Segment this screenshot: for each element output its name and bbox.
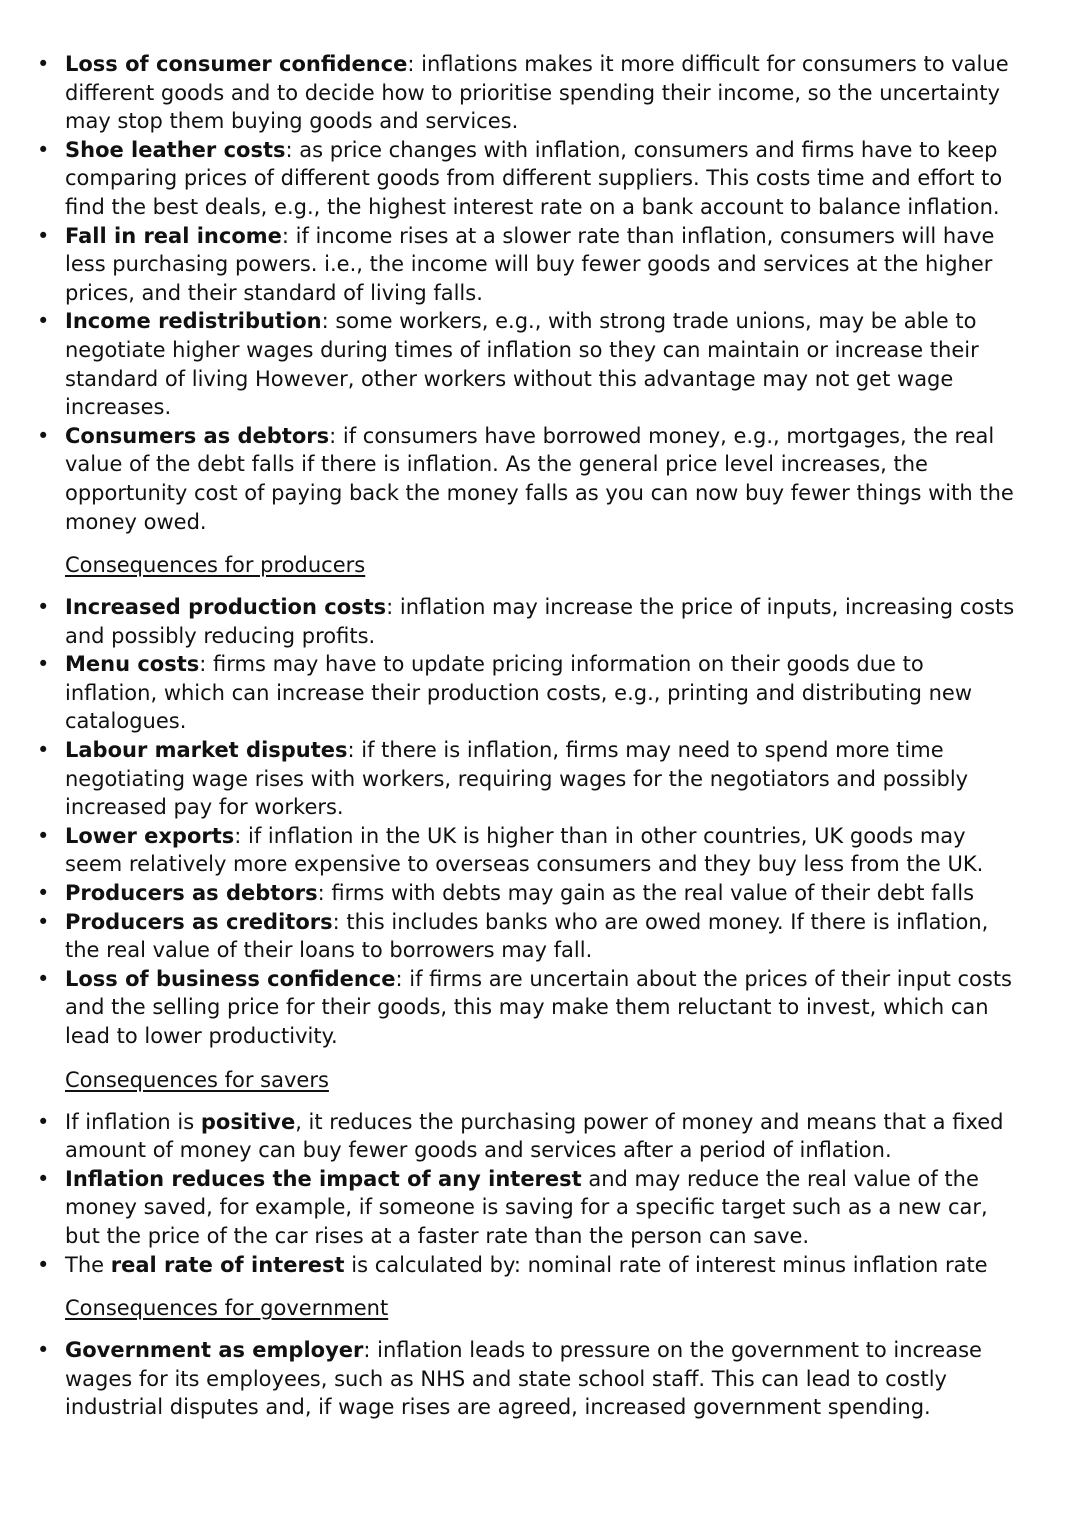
bullet-text: : this includes banks who are owed money. If there is inflation, the real value of their loans to borrowers may fall. <box>65 909 989 963</box>
bullet-text: , it reduces the purchasing power of money and means that a fixed amount of money can buy fewer goods and services after a period of inflation. <box>65 1109 1004 1163</box>
bullet-term: real rate of interest <box>110 1252 345 1277</box>
bullet-text: : as price changes with inflation, consumers and firms have to keep comparing prices of different goods from different suppliers. This costs time and effort to find the best deals, e.g., the highest interest rate on a bank account to balance inflation. <box>65 137 1003 219</box>
bullet-term: Consumers as debtors <box>65 423 330 448</box>
bullet-term: Inflation reduces the impact of any interest <box>65 1166 582 1191</box>
list-item <box>65 965 1020 1051</box>
bullet-term: Shoe leather costs <box>65 137 286 162</box>
bullet-term: Fall in real income <box>65 223 282 248</box>
bullet-term: Producers as creditors <box>65 909 333 934</box>
producer-consequences-list <box>0 593 1020 1051</box>
bullet-term: Increased production costs <box>65 595 387 620</box>
bullet-text: : firms with debts may gain as the real value of their debt falls <box>317 881 975 906</box>
bullet-text-pre: The <box>65 1252 111 1277</box>
consumer-consequences-list <box>0 50 1020 536</box>
list-item <box>65 650 1020 736</box>
list-item <box>65 1165 1020 1251</box>
bullet-text: : inflation may increase the price of inputs, increasing costs and possibly reducing profits. <box>65 595 1015 648</box>
bullet-text: : inflations makes it more difficult for consumers to value different goods and to decide how to prioritise spending their income, so the uncertainty may stop them buying goods and services. <box>65 52 1009 134</box>
saver-consequences-list <box>0 1108 1020 1280</box>
bullet-text: : inflation leads to pressure on the government to increase wages for its employees, such as NHS and state school staff. This can lead to costly industrial disputes and, if wage rises are agreed, increased government spending. <box>65 1338 982 1420</box>
list-item <box>65 1251 1020 1280</box>
bullet-term: Labour market disputes <box>65 738 348 763</box>
list-item <box>65 222 1020 308</box>
list-item <box>65 736 1020 822</box>
bullet-text: : if firms are uncertain about the prices of their input costs and the selling price for their goods, this may make them reluctant to invest, which can lead to lower productivity. <box>65 966 1012 1048</box>
bullet-text: and may reduce the real value of the money saved, for example, if someone is saving for a specific target such as a new car, but the price of the car rises at a faster rate than the person can save. <box>65 1166 988 1248</box>
bullet-text-pre: If inflation is <box>65 1109 201 1134</box>
bullet-term: Loss of consumer confidence <box>65 52 408 76</box>
section-heading-savers: Consequences for savers <box>65 1067 329 1092</box>
list-item <box>65 908 1020 965</box>
bullet-text: : if inflation in the UK is higher than in other countries, UK goods may seem relatively more expensive to overseas consumers and they buy less from the UK. <box>65 823 984 877</box>
bullet-text: is calculated by: nominal rate of interest minus inflation rate <box>344 1252 988 1277</box>
bullet-text: : firms may have to update pricing information on their goods due to inflation, which can increase their production costs, e.g., printing and distributing new catalogues. <box>65 652 973 734</box>
bullet-term: Loss of business confidence <box>65 966 396 991</box>
section-heading-producers: Consequences for producers <box>65 553 366 578</box>
bullet-term: Producers as debtors <box>65 881 318 906</box>
list-item <box>65 136 1020 222</box>
bullet-text: : if there is inflation, firms may need to spend more time negotiating wage rises with workers, requiring wages for the negotiators and possibly increased pay for workers. <box>65 738 969 820</box>
list-item <box>65 307 1020 421</box>
bullet-term: Menu costs <box>65 652 200 677</box>
list-item <box>65 593 1020 650</box>
list-item <box>65 879 1020 908</box>
bullet-text: : if income rises at a slower rate than inflation, consumers will have less purchasing powers. i.e., the income will buy fewer goods and services at the higher prices, and their standard of living falls. <box>65 223 995 305</box>
bullet-term: Government as employer <box>65 1338 364 1363</box>
list-item <box>65 50 1020 136</box>
bullet-term: Income redistribution <box>65 309 322 334</box>
bullet-term: positive <box>200 1109 296 1134</box>
government-consequences-list <box>0 1336 1020 1422</box>
bullet-text: : some workers, e.g., with strong trade unions, may be able to negotiate higher wages during times of inflation so they can maintain or increase their standard of living However, other workers without this advantage may not get wage increases. <box>65 309 979 420</box>
bullet-text: : if consumers have borrowed money, e.g., mortgages, the real value of the debt falls if there is inflation. As the general price level increases, the opportunity cost of paying back the money falls as you can now buy fewer things with the money owed. <box>65 423 1014 534</box>
list-item <box>65 1336 1020 1422</box>
list-item <box>65 422 1020 536</box>
list-item <box>65 1108 1020 1165</box>
bullet-term: Lower exports <box>65 823 235 848</box>
list-item <box>65 822 1020 879</box>
section-heading-government: Consequences for government <box>65 1296 389 1321</box>
